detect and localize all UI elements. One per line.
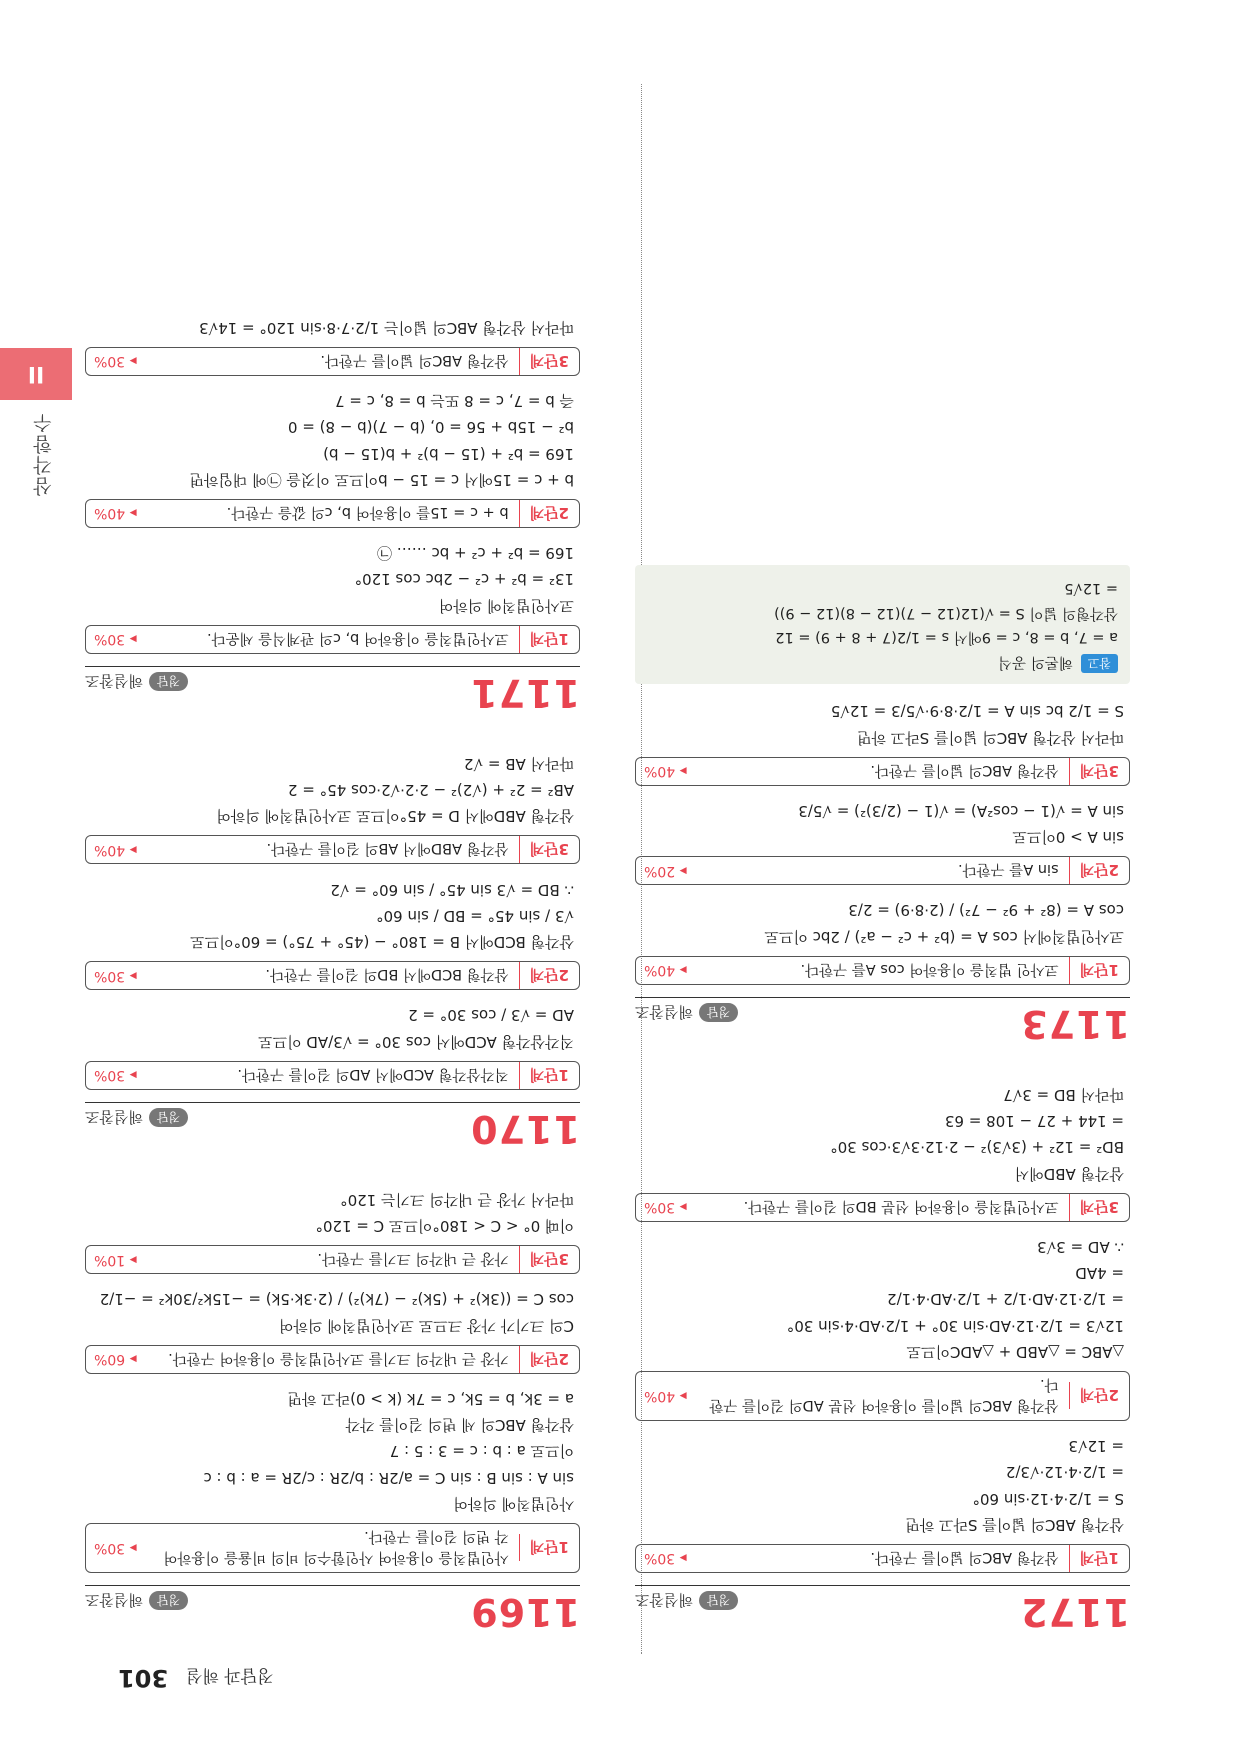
- step-score: ▸ 60%: [94, 1351, 137, 1368]
- solution-line: sin A : sin B : sin C = a/2R : b/2R : c/2R = a : b : c: [203, 1468, 574, 1487]
- step-description: b + c = 15를 이용하여 b, c의 값을 구한다.: [226, 504, 509, 520]
- step-score: ▸ 30%: [644, 1199, 687, 1216]
- problem-header: [85, 1585, 580, 1634]
- step-score: ▸ 40%: [644, 763, 687, 780]
- solution-line: 이때 0° < C < 180°이므로 C = 120°: [315, 1217, 574, 1236]
- solution-line: 13² = b² + c² − 2bc cos 120°: [354, 570, 574, 589]
- step-box: [85, 347, 580, 376]
- step-box: [635, 1371, 1130, 1421]
- step-box: [85, 961, 580, 990]
- problem-header: [635, 997, 1130, 1046]
- step-label: 2단계: [519, 1346, 579, 1373]
- solution-line: S = 1/2 bc sin A = 1/2·8·9·√5/3 = 12√5: [830, 702, 1124, 721]
- problem-block: [635, 565, 1130, 1045]
- answer-text: 해설참조: [635, 1002, 693, 1021]
- solution-line: 따라서 AB = √2: [464, 755, 574, 773]
- step-description: 삼각형 ABC의 넓이를 이용하여 선분 AD의 길이를 구한다.: [709, 1376, 1059, 1413]
- page-header: [118, 1664, 274, 1692]
- solution-line: = 4AD: [1075, 1264, 1124, 1283]
- solution-line: 12√3 = 1/2·12·AD·sin 30° + 1/2·AD·4·sin 30°: [786, 1316, 1124, 1335]
- step-label: 3단계: [519, 837, 579, 864]
- solution-line: 따라서 삼각형 ABC의 넓이는 1/2·7·8·sin 120° = 14√3: [199, 319, 574, 337]
- solution-line: = 1/2·4·12·√3/2: [1005, 1463, 1124, 1482]
- answer-badge: 정답: [149, 1108, 188, 1127]
- solution-line: ∴ BD = √3 sin 45° / sin 60° = √2: [330, 880, 574, 899]
- answer-tag: [85, 1590, 188, 1611]
- page-number: 301: [118, 1664, 169, 1692]
- solution-line: 코사인법칙에 의하여: [438, 596, 574, 615]
- solution-line: 따라서 삼각형 ABC의 넓이를 S라고 하면: [857, 728, 1124, 747]
- step-box: [635, 1193, 1130, 1222]
- solution-line: 직각삼각형 ACD에서 cos 30° = √3/AD 이므로: [258, 1032, 574, 1051]
- solution-line: S = 1/2·4·12·sin 60°: [972, 1489, 1124, 1508]
- problem-number: 1171: [470, 670, 580, 715]
- solution-line: ∴ AD = 3√3: [1037, 1238, 1124, 1256]
- step-label: 3단계: [1069, 1194, 1129, 1221]
- left-column: [85, 279, 580, 1634]
- solution-line: 즉 b = 7, c = 8 또는 b = 8, c = 7: [335, 392, 574, 411]
- solution-line: √3 / sin 45° = BD / sin 60°: [376, 907, 574, 925]
- problem-block: [85, 1187, 580, 1634]
- chapter-label: 삼각함수: [33, 412, 55, 496]
- step-score: ▸ 30%: [644, 1550, 687, 1567]
- step-description: 삼각형 BCD에서 BD의 길이를 구한다.: [265, 966, 509, 983]
- solution-line: AB² = 2² + (√2)² − 2·2·√2·cos 45° = 2: [288, 781, 574, 800]
- solution-line: b + c = 15에서 c = 15 − b이므로 이것을 ㉠에 대입하면: [189, 471, 574, 489]
- problem-block: [635, 1082, 1130, 1634]
- answer-text: 해설참조: [85, 671, 143, 690]
- problem-header: [85, 666, 580, 715]
- step-label: 3단계: [519, 348, 579, 375]
- step-box: [85, 1523, 580, 1573]
- answer-text: 해설참조: [85, 1591, 143, 1609]
- step-description: 삼각형 ABC의 넓이를 구한다.: [870, 761, 1059, 778]
- reference-note: [635, 565, 1130, 684]
- answer-badge: 정답: [149, 1591, 188, 1610]
- solution-line: 삼각형 ABC의 세 변의 길이를 각각: [345, 1416, 574, 1435]
- step-label: 2단계: [1069, 1383, 1129, 1410]
- note-line: = 12√5: [1064, 579, 1118, 596]
- problem-header: [635, 1585, 1130, 1634]
- answer-tag: [85, 671, 188, 692]
- answer-tag: [85, 1107, 188, 1128]
- solution-line: 169 = b² + c² + bc …… ㉠: [376, 544, 574, 563]
- answer-text: 해설참조: [635, 1591, 693, 1609]
- solution-line: a = 3k, b = 5k, c = 7k (k > 0)라고 하면: [287, 1390, 574, 1408]
- step-score: ▸ 20%: [644, 862, 687, 879]
- problem-number: 1170: [470, 1106, 580, 1151]
- problem-header: [85, 1102, 580, 1151]
- solution-line: 사인법칙에 의하여: [453, 1495, 574, 1513]
- solution-line: AD = √3 / cos 30° = 2: [408, 1006, 574, 1025]
- step-box: [85, 1245, 580, 1274]
- step-description: 가장 큰 내각의 크기를 코사인법칙을 이용하여 구한다.: [168, 1349, 509, 1366]
- problem-block: [85, 751, 580, 1151]
- step-score: ▸ 40%: [644, 962, 687, 979]
- step-description: 코사인법칙을 이용하여 b, c의 관계식을 세운다.: [207, 629, 509, 646]
- solution-line: 삼각형 ABC의 넓이를 S라고 하면: [905, 1516, 1124, 1534]
- step-box: [635, 1544, 1130, 1573]
- step-description: sin A를 구한다.: [958, 861, 1059, 878]
- step-score: ▸ 30%: [94, 967, 137, 984]
- problem-number: 1169: [470, 1590, 580, 1634]
- header-title: 정답과 해설: [186, 1665, 274, 1685]
- note-line: 삼각형의 넓이 S = √(12(12 − 7)(12 − 8)(12 − 9)): [774, 604, 1118, 621]
- step-box: [635, 856, 1130, 885]
- step-label: 1단계: [1069, 957, 1129, 984]
- solution-line: 코사인법칙에서 cos A = (b² + c² − a²) / 2bc 이므로: [764, 927, 1124, 946]
- solution-line: cos A = (8² + 9² − 7²) / (2·8·9) = 2/3: [848, 901, 1124, 920]
- step-score: ▸ 40%: [94, 505, 137, 522]
- step-box: [85, 836, 580, 865]
- step-box: [85, 625, 580, 654]
- note-heading: 헤론의 공식: [998, 654, 1073, 671]
- step-score: ▸ 30%: [94, 631, 137, 648]
- solution-line: = 144 + 27 − 108 = 63: [944, 1112, 1124, 1131]
- solution-line: cos C = ((3k)² + (5k)² − (7k)²) / (2·3k·5k) = −15k²/30k² = −1/2: [99, 1290, 574, 1309]
- step-box: [85, 1345, 580, 1374]
- step-description: 삼각형 ABD에서 AB의 길이를 구한다.: [266, 840, 509, 857]
- solution-line: sin A = √(1 − cos²A) = √(1 − (2/3)²) = √5/3: [798, 802, 1124, 820]
- problem-block: [85, 315, 580, 715]
- step-score: ▸ 30%: [94, 353, 137, 370]
- problem-number: 1172: [1020, 1590, 1130, 1634]
- solution-line: BD² = 12² + (3√3)² − 2·12·3√3·cos 30°: [830, 1138, 1124, 1157]
- solution-line: C의 크기가 가장 크므로 코사인법칙에 의하여: [278, 1316, 574, 1335]
- solution-line: 이므로 a : b : c = 3 : 5 : 7: [389, 1442, 574, 1461]
- step-box: [635, 956, 1130, 985]
- step-description: 가장 큰 내각의 크기를 구한다.: [317, 1250, 509, 1267]
- step-label: 1단계: [519, 1062, 579, 1089]
- step-score: ▸ 30%: [94, 1067, 137, 1084]
- solution-line: sin A > 0이므로: [1012, 828, 1124, 847]
- answer-text: 해설참조: [85, 1107, 143, 1126]
- answer-badge: 정답: [699, 1003, 738, 1022]
- solution-line: 삼각형 ABD에서 D = 45°이므로 코사인법칙에 의하여: [216, 807, 574, 826]
- step-score: ▸ 10%: [94, 1251, 137, 1268]
- answer-badge: 정답: [699, 1591, 738, 1610]
- step-label: 2단계: [1069, 857, 1129, 884]
- problem-number: 1173: [1020, 1001, 1130, 1046]
- note-line: a = 7, b = 8, c = 9에서 s = 1/2(7 + 8 + 9) = 12: [775, 629, 1118, 646]
- step-description: 사인법칙을 이용하여 사인함수의 비의 비율을 이용하여 각 변의 길이를 구한다.: [163, 1528, 509, 1565]
- step-score: ▸ 40%: [94, 842, 137, 858]
- step-label: 1단계: [519, 1535, 579, 1562]
- solution-line: 삼각형 ABD에서: [1014, 1164, 1124, 1183]
- step-description: 코사인법칙을 이용하여 선분 BD의 길이를 구한다.: [743, 1197, 1059, 1214]
- solution-line: b² − 15b + 56 = 0, (b − 7)(b − 8) = 0: [287, 418, 574, 437]
- step-label: 3단계: [519, 1246, 579, 1273]
- step-description: 삼각형 ABC의 넓이를 구한다.: [870, 1549, 1059, 1565]
- step-label: 2단계: [519, 500, 579, 527]
- step-description: 코사인 법칙을 이용하여 cos A를 구한다.: [800, 960, 1059, 977]
- step-score: ▸ 40%: [644, 1388, 687, 1404]
- right-column: [635, 529, 1130, 1634]
- solution-line: = 1/2·12·AD·1/2 + 1/2·AD·4·1/2: [887, 1290, 1124, 1309]
- answer-badge: 정답: [149, 672, 188, 691]
- step-description: 직각삼각형 ACD에서 AD의 길이를 구한다.: [237, 1065, 509, 1082]
- step-label: 1단계: [1069, 1545, 1129, 1572]
- solution-line: = 12√3: [1068, 1437, 1124, 1456]
- answer-tag: [635, 1002, 738, 1023]
- step-score: ▸ 30%: [94, 1540, 137, 1556]
- answer-tag: [635, 1590, 738, 1611]
- solution-line: △ABC = △ABD + △ADC이므로: [906, 1343, 1124, 1361]
- step-box: [635, 757, 1130, 786]
- note-title: [647, 653, 1118, 674]
- solution-line: 169 = b² + (15 − b)² + b(15 − b): [323, 444, 574, 463]
- step-label: 2단계: [519, 962, 579, 989]
- note-badge: 참고: [1081, 654, 1118, 673]
- solution-line: 삼각형 BCD에서 B = 180° − (45° + 75°) = 60°이므로: [190, 933, 574, 952]
- step-label: 1단계: [519, 626, 579, 653]
- solution-line: 따라서 BD = 3√7: [1003, 1086, 1124, 1104]
- step-box: [85, 499, 580, 528]
- chapter-tab: II: [0, 348, 72, 400]
- step-box: [85, 1061, 580, 1090]
- solution-line: 따라서 가장 큰 내각의 크기는 120°: [340, 1191, 574, 1209]
- step-description: 삼각형 ABC의 넓이를 구한다.: [320, 352, 509, 368]
- step-label: 3단계: [1069, 758, 1129, 785]
